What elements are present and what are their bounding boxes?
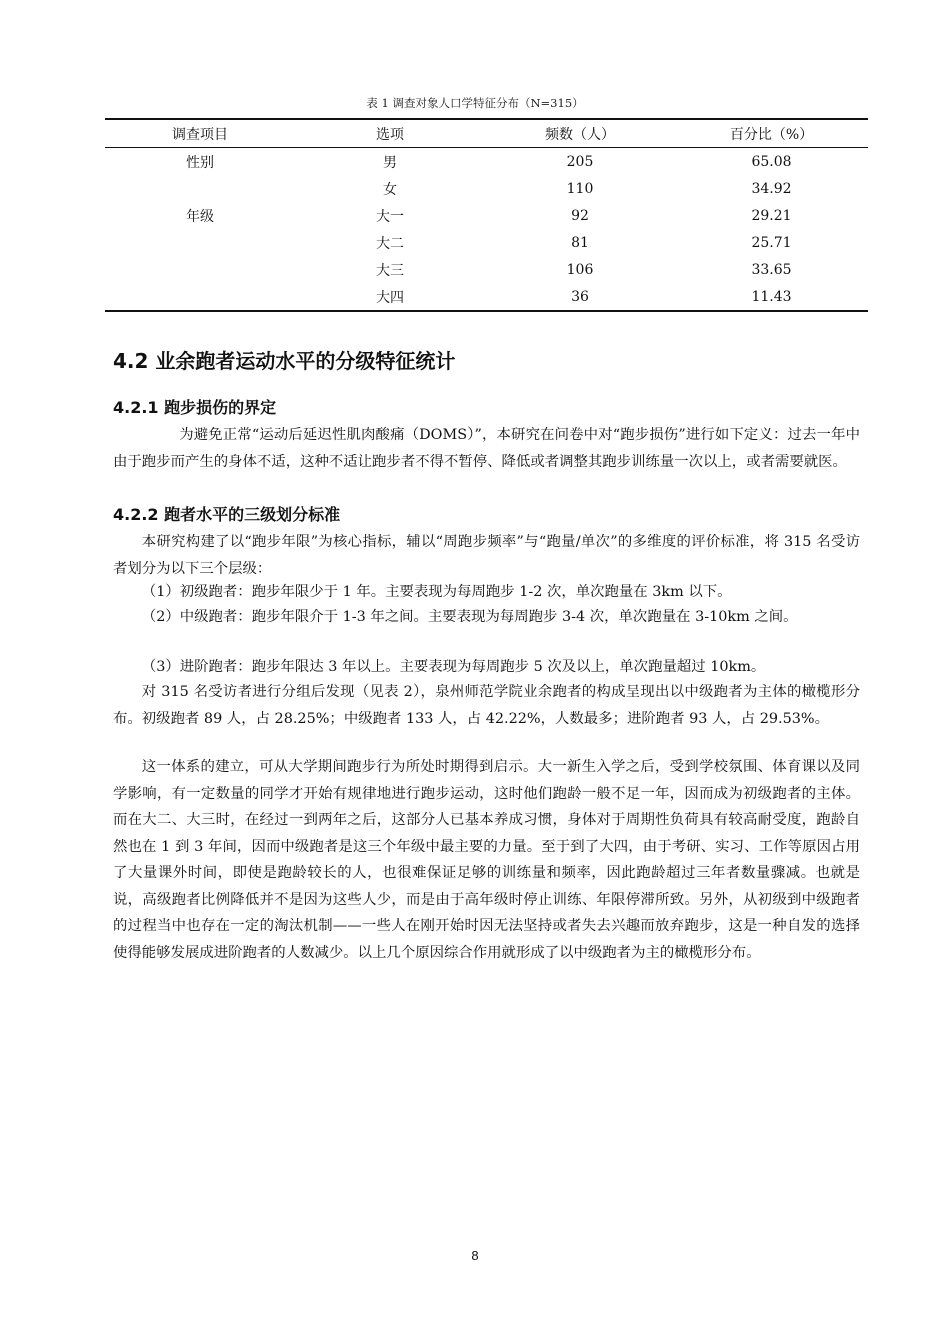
level-intermediate-item: （2）中级跑者：跑步年限介于 1-3 年之间。主要表现为每周跑步 3-4 次，单次跑量在 3-10km 之间。 [141,609,798,625]
level-advanced-item: （3）进阶跑者：跑步年限达 3 年以上。主要表现为每周跑步 5 次及以上，单次跑量超过 10km。 [141,659,766,675]
table-cell: 性别 [186,154,214,171]
table-cell: 11.43 [751,288,792,305]
table-cell: 男 [383,154,397,171]
header-option: 选项 [295,119,485,148]
table-row [105,175,868,202]
table-cell: 大四 [376,289,404,306]
classification-intro-paragraph: 本研究构建了以“跑步年限”为核心指标，辅以“周跑步频率”与“跑量/单次”的多维度的评价标准，将 315 名受访者划分为以下三个层级： [113,534,860,577]
table-cell: 106 [566,261,594,278]
table-cell [105,283,295,311]
analysis-paragraph: 这一体系的建立，可从大学期间跑步行为所处时期得到启示。大一新生入学之后，受到学校氛围、体育课以及同学影响，有一定数量的同学才开始有规律地进行跑步运动，这时他们跑龄一般不足一年，因而成为初级跑者的主体。而在大二、大三时，在经过一到两年之后，这部分人已基本养成习惯，身体对于周期性负荷具有较高耐受度，跑龄自然也在 1 到 3 年间，因而中级跑者是这三个年级中最主要的力量。至于到了大四，由于考研、实习、工作等原因占用了大量课外时间，即使是跑龄较长的人，也很难保证足够的训练量和频率，因此跑龄超过三年者数量骤减。也就是说，高级跑者比例降低并不是因为这些人少，而是由于高年级时停止训练、年限停滞所致。另外，从初级到中级跑者的过程当中也存在一定的淘汰机制——一些人在刚开始时因无法坚持或者失去兴趣而放弃跑步，这是一种自发的选择使得能够发展成进阶跑者的人数减少。以上几个原因综合作用就形成了以中级跑者为主的橄榄形分布。 [113,759,860,961]
section-heading-4-2: 4.2 业余跑者运动水平的分级特征统计 [113,349,456,373]
doms-definition-paragraph: 为避免正常“运动后延迟性肌肉酸痛（DOMS）”，本研究在问卷中对“跑步损伤”进行如下定义：过去一年中由于跑步而产生的身体不适，这种不适让跑步者不得不暂停、降低或者调整其跑步训练量一次以上，或者需要就医。 [113,427,860,470]
table-cell [105,256,295,283]
page-number: 8 [471,1248,479,1263]
table-cell: 25.71 [751,234,792,251]
table-cell [105,229,295,256]
table-row [105,202,868,229]
table-cell: 29.21 [751,207,792,224]
table-cell: 女 [383,181,397,198]
table-cell: 65.08 [751,153,792,170]
header-frequency: 频数（人） [485,119,675,148]
header-percent: 百分比（%） [675,119,868,148]
table-row [105,148,868,176]
table-cell: 大二 [376,235,404,252]
table-cell: 81 [571,234,589,251]
table-cell: 92 [571,207,589,224]
table-row [105,256,868,283]
header-item: 调查项目 [105,119,295,148]
demographics-table [105,118,868,312]
table-cell: 34.92 [751,180,792,197]
subsection-heading-4-2-1: 4.2.1 跑步损伤的界定 [113,398,277,417]
table-cell: 年级 [186,208,214,225]
table-row [105,283,868,311]
table-cell [105,175,295,202]
table-caption: 表 1 调查对象人口学特征分布（N=315） [366,96,584,110]
table-header-row [105,119,868,148]
table-cell: 36 [571,288,589,305]
table-cell: 大三 [376,262,404,279]
table-row [105,229,868,256]
subsection-heading-4-2-2: 4.2.2 跑者水平的三级划分标准 [113,505,341,524]
level-beginner-item: （1）初级跑者：跑步年限少于 1 年。主要表现为每周跑步 1-2 次，单次跑量在 3km 以下。 [141,584,732,600]
table-cell: 205 [566,153,594,170]
findings-paragraph: 对 315 名受访者进行分组后发现（见表 2），泉州师范学院业余跑者的构成呈现出以中级跑者为主体的橄榄形分布。初级跑者 89 人，占 28.25%；中级跑者 133 人，占 42.22%，人数最多；进阶跑者 93 人，占 29.53%。 [113,684,860,727]
table-cell: 33.65 [751,261,792,278]
table-cell: 大一 [376,208,404,225]
table-cell: 110 [566,180,594,197]
